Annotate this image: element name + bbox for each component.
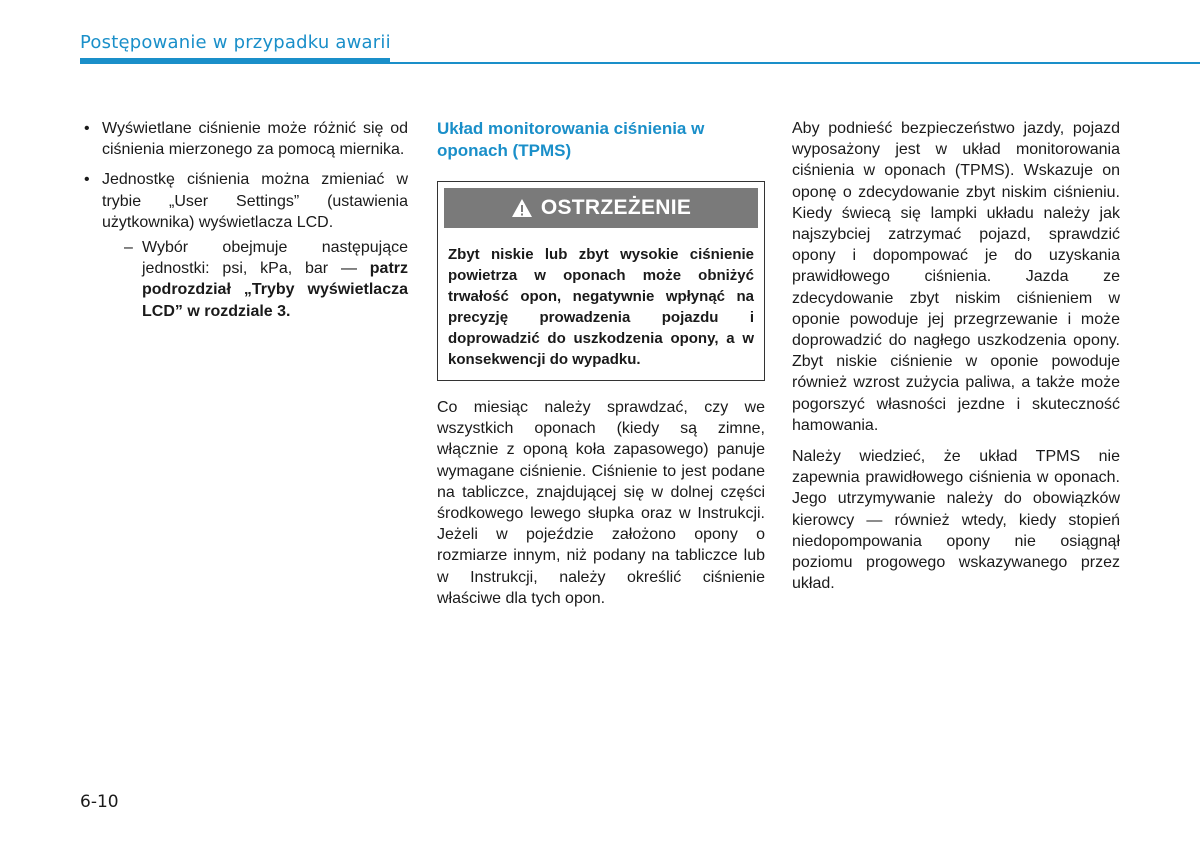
left-column [80,118,408,331]
sub-item-reference: patrz podrozdział „Tryby wyświetlacza LCD” w rozdziale 3. [142,260,408,320]
bullet-text: Jednostkę ciśnienia można zmieniać w trybie „User Settings” (ustawienia użytkownika) wyświetlacza LCD. [102,171,408,231]
warning-title: OSTRZEŻENIE [540,196,692,220]
middle-column [437,118,765,619]
page-number: 6-10 [80,792,119,812]
bullet-item [80,169,408,321]
bullet-text: Wyświetlane ciśnienie może różnić się od ciśnienia mierzonego za pomocą miernika. [102,120,408,159]
tpms-heading: Układ monitorowania ciśnienia w oponach (TPMS) [437,119,705,160]
sub-list-item [102,237,408,322]
warning-header [444,188,758,228]
bullet-item [80,118,408,160]
warning-text: Zbyt niskie lub zbyt wysokie ciśnienie powietrza w oponach może obniżyć trwałość opon, negatywnie wpłynąć na precyzję prowadzenia pojazdu i doprowadzić do uszkodzenia opony, a w konsekwencji do wypadku. [448,246,754,368]
bullet-list [80,118,408,322]
paragraph-safety: Aby podnieść bezpieczeństwo jazdy, pojazd wyposażony jest w układ monitorowania ciśnienia w oponach (TPMS). Wskazuje on oponę o zdecydowanie zbyt niskim ciśnieniu. Kiedy świecą się lampki układu należy jak najszybciej zatrzymać pojazd, sprawdzić opony i dopompować je do uzyskania prawidłowego ciśnienia. Jazda ze zdecydowanie zbyt niskim ciśnieniem w oponie powoduje jej przegrzewanie i może doprowadzić do nagłego uszkodzenia opony. Zbyt niskie ciśnienie w oponie powoduje również wzrost zużycia paliwa, a także może pogorszyć własności jezdne i skuteczność hamowania. [792,120,1120,434]
tpms-paragraph: Co miesiąc należy sprawdzać, czy we wszystkich oponach (kiedy są zimne, włącznie z oponą koła zapasowego) panuje wymagane ciśnienie. Ciśnienie to jest podane na tabliczce, znajdującej się w dolnej części środkowego lewego słupka oraz w Instrukcji. Jeżeli w pojeździe założono opony o rozmiarze innym, niż podany na tabliczce lub w Instrukcji, należy określić ciśnienie właściwe dla tych opon. [437,399,765,607]
warning-box [437,181,765,381]
dash-marker: – [124,239,133,257]
sub-item-text: Wybór obejmuje następujące jednostki: psi, kPa, bar — [142,239,408,278]
header-rule-accent [80,58,390,64]
warning-triangle-icon [511,198,533,218]
section-title: Postępowanie w przypadku awarii [80,32,391,53]
right-column [792,118,1120,604]
paragraph-driver-duty: Należy wiedzieć, że układ TPMS nie zapewnia prawidłowego ciśnienia w oponach. Jego utrzymywanie należy do obowiązków kierowcy — również wtedy, kiedy stopień niedopompowania opony nie osiągnął poziomu progowego wskazywanego przez układ. [792,448,1120,593]
